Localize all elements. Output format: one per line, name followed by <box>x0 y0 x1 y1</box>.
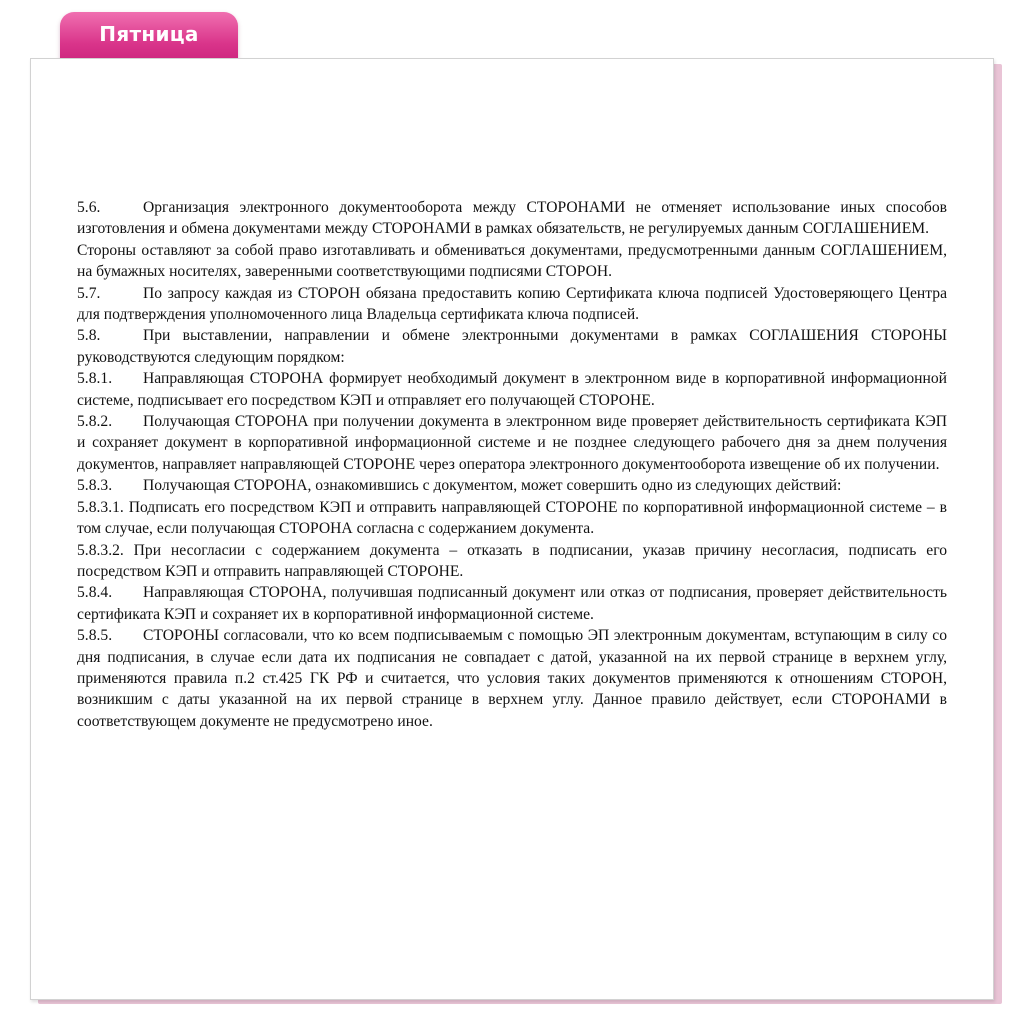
paragraph-5-8-1 <box>77 368 947 411</box>
paragraph-text: Организация электронного документооборота между СТОРОНАМИ не отменяет использование иных способов изготовления и обмена документами между СТОРОНАМИ в рамках обязательств, не регулируемых данным СОГЛАШЕНИЕМ. <box>77 199 947 238</box>
paragraph-5-8-3-1 <box>77 497 947 540</box>
paragraph-text: Подписать его посредством КЭП и отправить направляющей СТОРОНЕ по корпоративной информационной системе – в том случае, если получающая СТОРОНА согласна с содержанием документа. <box>77 498 947 538</box>
paragraph-text: Направляющая СТОРОНА, получившая подписанный документ или отказ от подписания, проверяет действительность сертификата КЭП и сохраняет их в корпоративной информационной системе. <box>77 584 947 623</box>
paragraph-5-8-2 <box>77 411 947 475</box>
paragraph-5-8-4 <box>77 582 947 625</box>
paragraph-text: Получающая СТОРОНА при получении документа в электронном виде проверяет действительность сертификата КЭП и сохраняет документ в корпоративной информационной системе и не позднее следующего рабочего дня за днем получения документов, направляет направляющей СТОРОНЕ через оператора электронного документооборота извещение об их получении. <box>77 413 947 473</box>
paragraph-5-8 <box>77 325 947 368</box>
paragraph-number: 5.8. <box>77 327 101 345</box>
paragraph-number: 5.8.3.1. <box>77 498 124 516</box>
paragraph-5-6-continued <box>77 240 947 283</box>
paragraph-5-6 <box>77 197 947 240</box>
paragraph-5-8-3 <box>77 475 947 496</box>
paragraph-number: 5.8.3.2. <box>77 541 124 559</box>
paragraph-5-8-5 <box>77 625 947 732</box>
paragraph-5-8-3-2 <box>77 540 947 583</box>
paragraph-text: Получающая СТОРОНА, ознакомившись с документом, может совершить одно из следующих действий: <box>143 477 842 495</box>
paragraph-number: 5.8.2. <box>77 413 113 431</box>
paragraph-number: 5.8.3. <box>77 477 113 495</box>
paragraph-text: При несогласии с содержанием документа – отказать в подписании, указав причину несогласия, подписать его посредством КЭП и отправить направляющей СТОРОНЕ. <box>77 541 947 580</box>
paragraph-text: СТОРОНЫ согласовали, что ко всем подписываемым с помощью ЭП электронным документам, вступающим в силу со дня подписания, в случае если дата их подписания не совпадает с датой, указанной на их первой странице в верхнем углу, применяются правила п.2 ст.425 ГК РФ и считается, что условия таких документов применяются к отношениям СТОРОН, возникшим с даты указанной на их первой странице в верхнем углу. Данное правило действует, если СТОРОНАМИ в соответствующем документе не предусмотрено иное. <box>77 627 947 730</box>
document-body <box>77 197 947 732</box>
day-tab-label: Пятница <box>99 22 199 46</box>
paragraph-number: 5.7. <box>77 284 101 302</box>
paragraph-5-7 <box>77 283 947 326</box>
paragraph-text: Стороны оставляют за собой право изготавливать и обмениваться документами, предусмотренными данным СОГЛАШЕНИЕМ, на бумажных носителях, заверенными соответствующими подписями СТОРОН. <box>77 241 947 281</box>
paragraph-text: При выставлении, направлении и обмене электронными документами в рамках СОГЛАШЕНИЯ СТОРОНЫ руководствуются следующим порядком: <box>77 327 947 366</box>
paragraph-number: 5.8.1. <box>77 370 113 388</box>
document-page <box>30 58 994 1000</box>
paragraph-number: 5.8.5. <box>77 627 113 645</box>
paragraph-number: 5.8.4. <box>77 584 113 602</box>
paragraph-text: Направляющая СТОРОНА формирует необходимый документ в электронном виде в корпоративной информационной системе, подписывает его посредством КЭП и отправляет его получающей СТОРОНЕ. <box>77 370 947 409</box>
paragraph-text: По запросу каждая из СТОРОН обязана предоставить копию Сертификата ключа подписей Удостоверяющего Центра для подтверждения уполномоченного лица Владельца сертификата ключа подписей. <box>77 284 947 324</box>
paragraph-number: 5.6. <box>77 199 101 216</box>
